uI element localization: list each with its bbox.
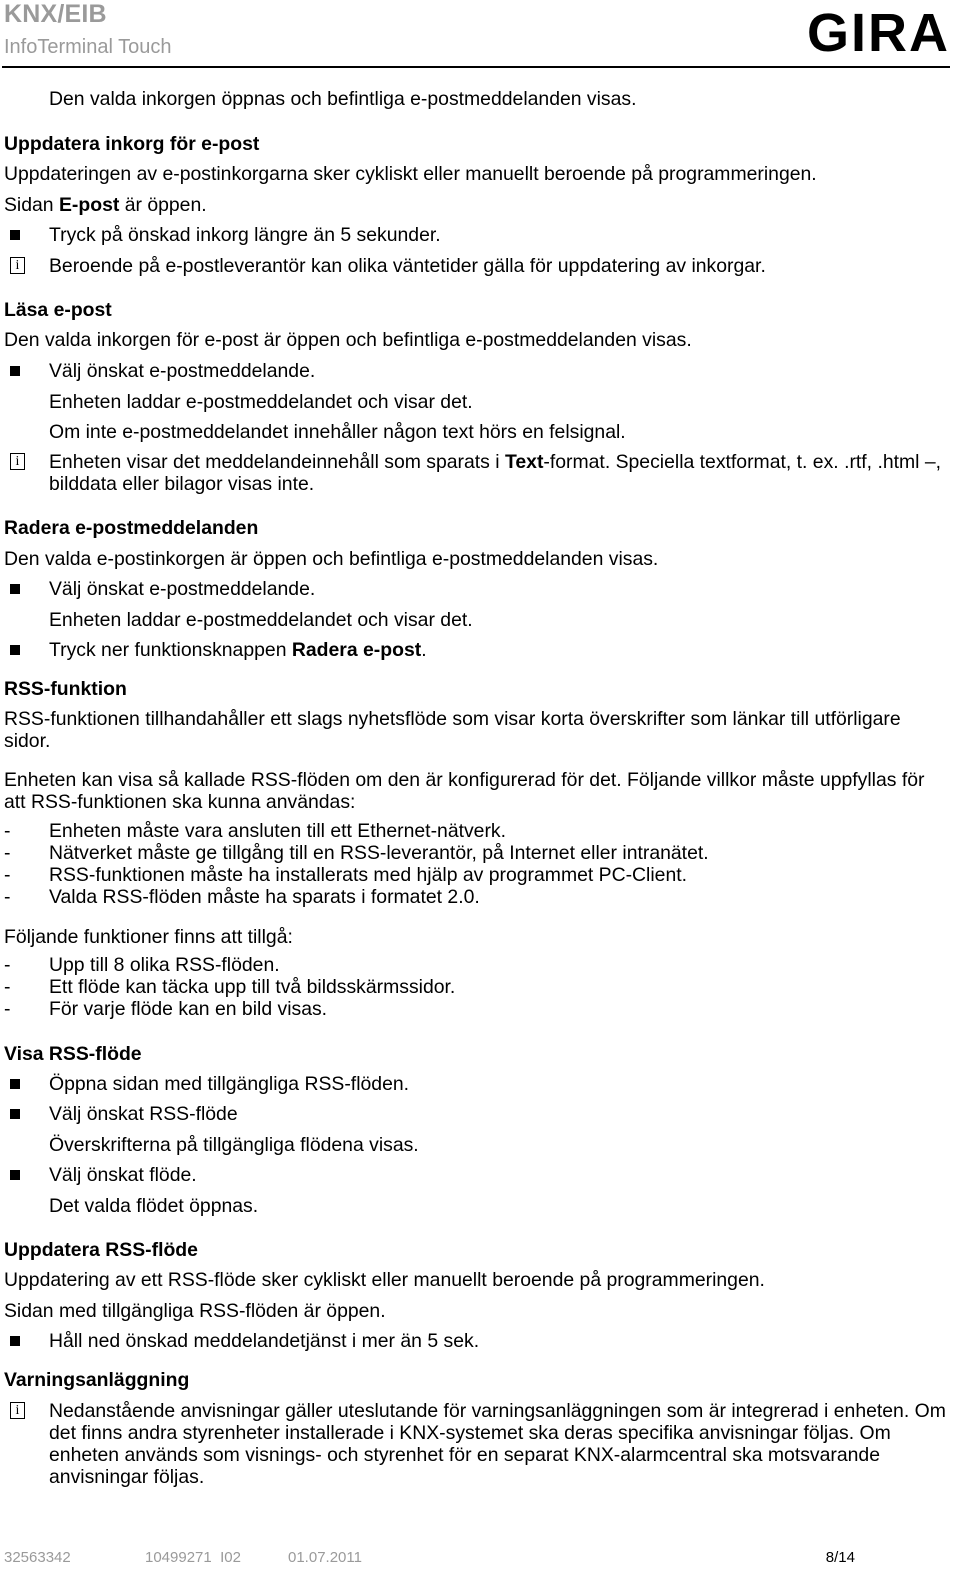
bullet-square-icon <box>10 1079 20 1089</box>
gira-logo: GIRA <box>807 3 950 63</box>
paragraph: Överskrifterna på tillgängliga flödena visas. <box>49 1134 419 1156</box>
paragraph: Uppdateringen av e-postinkorgarna sker cykliskt eller manuellt beroende på programmeringen. <box>4 163 817 185</box>
paragraph: Uppdatering av ett RSS-flöde sker cykliskt eller manuellt beroende på programmeringen. <box>4 1269 765 1291</box>
list-item: RSS-funktionen måste ha installerats med hjälp av programmet PC-Client. <box>49 864 688 886</box>
info-note: Nedanstående anvisningar gäller uteslutande för varningsanläggningen som är integrerad i enheten. Om det finns andra styrenheter installerade i KNX-systemet ska deras specifika anvisningar följas. Om enheten används som visnings- och styrenhet för en separat KNX-alarmcentral ska motsvarande anvisningar följas. <box>49 1400 946 1488</box>
action-step: Välj önskat flöde. <box>49 1164 197 1186</box>
action-step: Håll ned önskad meddelandetjänst i mer än 5 sek. <box>49 1330 480 1352</box>
paragraph: Om inte e-postmeddelandet innehåller någon text hörs en felsignal. <box>49 421 626 443</box>
footer-date: 01.07.2011 <box>288 1549 362 1566</box>
bullet-square-icon <box>10 1170 20 1180</box>
paragraph: Enheten kan visa så kallade RSS-flöden om den är konfigurerad för det. Följande villkor måste uppfyllas för att RSS-funktionen ska kunna användas: <box>4 769 925 813</box>
info-icon: i <box>10 1402 25 1419</box>
dash-marker: - <box>4 954 11 976</box>
footer-code: 10499271 I02 <box>145 1549 241 1566</box>
paragraph: Det valda flödet öppnas. <box>49 1195 259 1217</box>
paragraph: Sidan E-post är öppen. <box>4 194 207 216</box>
paragraph: Följande funktioner finns att tillgå: <box>4 926 293 948</box>
paragraph: Den valda inkorgen för e-post är öppen och befintliga e-postmeddelanden visas. <box>4 329 692 351</box>
paragraph: Enheten laddar e-postmeddelandet och visar det. <box>49 391 473 413</box>
header-subtitle: InfoTerminal Touch <box>4 36 172 58</box>
bullet-square-icon <box>10 584 20 594</box>
list-item: Enheten måste vara ansluten till ett Ethernet-nätverk. <box>49 820 507 842</box>
list-item: Ett flöde kan täcka upp till två bildsskärmssidor. <box>49 976 456 998</box>
header-title: KNX/EIB <box>4 0 107 28</box>
bullet-square-icon <box>10 645 20 655</box>
action-step: Tryck på önskad inkorg längre än 5 sekunder. <box>49 224 441 246</box>
dash-marker: - <box>4 998 11 1020</box>
section-heading-rss: RSS-funktion <box>4 678 127 700</box>
paragraph: RSS-funktionen tillhandahåller ett slags nyhetsflöde som visar korta överskrifter som länkar till utförligare sidor. <box>4 708 901 752</box>
paragraph: Enheten laddar e-postmeddelandet och visar det. <box>49 609 473 631</box>
info-icon: i <box>10 257 25 274</box>
dash-marker: - <box>4 864 11 886</box>
section-heading-update-inbox: Uppdatera inkorg för e-post <box>4 133 260 155</box>
list-item: Valda RSS-flöden måste ha sparats i formatet 2.0. <box>49 886 480 908</box>
action-step: Öppna sidan med tillgängliga RSS-flöden. <box>49 1073 410 1095</box>
footer-doc-number: 32563342 <box>4 1549 71 1566</box>
info-note: Beroende på e-postleverantör kan olika väntetider gälla för uppdatering av inkorgar. <box>49 255 766 277</box>
info-note: Enheten visar det meddelandeinnehåll som sparats i Text-format. Speciella textformat, t. ex. .rtf, .html –, bilddata eller bilagor visas inte. <box>49 451 942 495</box>
list-item: För varje flöde kan en bild visas. <box>49 998 328 1020</box>
info-icon: i <box>10 453 25 470</box>
action-step: Välj önskat RSS-flöde <box>49 1103 238 1125</box>
bullet-square-icon <box>10 230 20 240</box>
action-step: Tryck ner funktionsknappen Radera e-post. <box>49 639 427 661</box>
action-step: Välj önskat e-postmeddelande. <box>49 578 316 600</box>
list-item: Nätverket måste ge tillgång till en RSS-leverantör, på Internet eller intranätet. <box>49 842 709 864</box>
bullet-square-icon <box>10 366 20 376</box>
section-heading-alarm: Varningsanläggning <box>4 1369 190 1391</box>
list-item: Upp till 8 olika RSS-flöden. <box>49 954 280 976</box>
dash-marker: - <box>4 820 11 842</box>
section-heading-update-rss: Uppdatera RSS-flöde <box>4 1239 198 1261</box>
section-heading-show-rss: Visa RSS-flöde <box>4 1043 142 1065</box>
section-heading-delete-email: Radera e-postmeddelanden <box>4 517 259 539</box>
header-divider <box>2 66 950 68</box>
section-heading-read-email: Läsa e-post <box>4 299 112 321</box>
dash-marker: - <box>4 842 11 864</box>
bullet-square-icon <box>10 1336 20 1346</box>
dash-marker: - <box>4 976 11 998</box>
paragraph: Sidan med tillgängliga RSS-flöden är öppen. <box>4 1300 386 1322</box>
dash-marker: - <box>4 886 11 908</box>
action-step: Välj önskat e-postmeddelande. <box>49 360 316 382</box>
footer-page-number: 8/14 <box>825 1549 855 1566</box>
bullet-square-icon <box>10 1109 20 1119</box>
paragraph: Den valda e-postinkorgen är öppen och befintliga e-postmeddelanden visas. <box>4 548 659 570</box>
paragraph: Den valda inkorgen öppnas och befintliga e-postmeddelanden visas. <box>49 88 637 110</box>
